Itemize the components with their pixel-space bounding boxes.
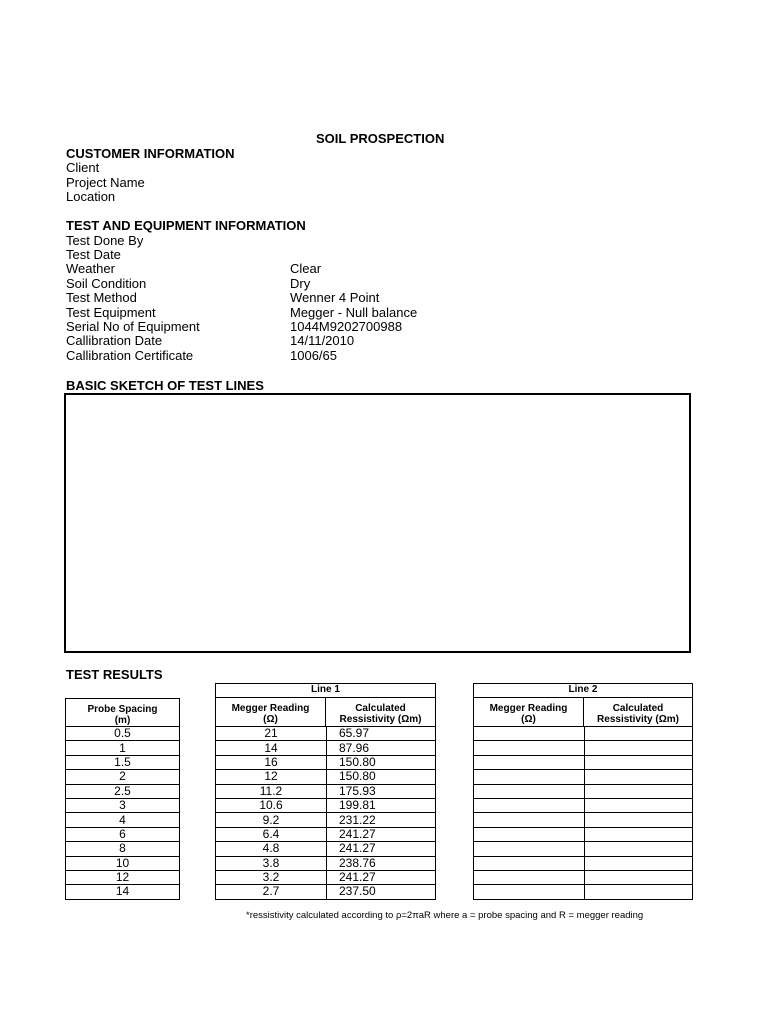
megger-reading-cell bbox=[474, 784, 585, 798]
resistivity-cell: 150.80 bbox=[327, 755, 436, 769]
table-row bbox=[474, 870, 693, 884]
table-row bbox=[216, 755, 436, 769]
resistivity-cell bbox=[585, 856, 693, 870]
table-row bbox=[474, 842, 693, 856]
field-label: Weather bbox=[66, 261, 115, 276]
line1-resistivity-header bbox=[325, 697, 436, 727]
table-row bbox=[216, 798, 436, 812]
table-row bbox=[474, 827, 693, 841]
field-label: Test Date bbox=[66, 247, 121, 262]
probe-spacing-cell: 0.5 bbox=[66, 727, 180, 741]
table-row bbox=[66, 813, 180, 827]
table-row bbox=[66, 842, 180, 856]
megger-reading-cell: 11.2 bbox=[216, 784, 327, 798]
field-value: Wenner 4 Point bbox=[290, 290, 380, 305]
resistivity-cell: 241.27 bbox=[327, 842, 436, 856]
resistivity-cell: 65.97 bbox=[327, 727, 436, 741]
megger-reading-cell: 3.2 bbox=[216, 870, 327, 884]
table-row bbox=[66, 798, 180, 812]
table-row bbox=[216, 842, 436, 856]
resistivity-cell: 87.96 bbox=[327, 741, 436, 755]
table-row bbox=[66, 885, 180, 899]
table-row bbox=[66, 741, 180, 755]
table-row bbox=[66, 770, 180, 784]
megger-reading-cell bbox=[474, 798, 585, 812]
line1-megger-header bbox=[215, 697, 326, 727]
field-value: Dry bbox=[290, 276, 311, 291]
probe-spacing-cell: 2 bbox=[66, 770, 180, 784]
resistivity-header-line2: Ressistivity (Ωm) bbox=[597, 714, 679, 725]
megger-reading-cell: 2.7 bbox=[216, 885, 327, 899]
table-row bbox=[66, 784, 180, 798]
probe-spacing-cell: 1 bbox=[66, 741, 180, 755]
megger-reading-cell: 21 bbox=[216, 727, 327, 741]
resistivity-header-line1: Calculated bbox=[355, 703, 406, 714]
location-label: Location bbox=[66, 189, 116, 204]
field-value: 14/11/2010 bbox=[290, 333, 355, 348]
table-row bbox=[66, 727, 180, 741]
megger-reading-cell bbox=[474, 727, 585, 741]
megger-reading-cell: 9.2 bbox=[216, 813, 327, 827]
table-row bbox=[474, 813, 693, 827]
megger-reading-cell: 16 bbox=[216, 755, 327, 769]
megger-reading-cell bbox=[474, 870, 585, 884]
table-row bbox=[474, 770, 693, 784]
megger-reading-cell bbox=[474, 813, 585, 827]
resistivity-cell: 238.76 bbox=[327, 856, 436, 870]
table-row bbox=[66, 870, 180, 884]
probe-spacing-cell: 6 bbox=[66, 827, 180, 841]
table-row bbox=[474, 741, 693, 755]
table-row bbox=[66, 856, 180, 870]
megger-reading-cell: 14 bbox=[216, 741, 327, 755]
table-row bbox=[216, 741, 436, 755]
table-row bbox=[474, 856, 693, 870]
field-label: Test Method bbox=[66, 290, 137, 305]
probe-spacing-cell: 2.5 bbox=[66, 784, 180, 798]
test-equipment-heading: TEST AND EQUIPMENT INFORMATION bbox=[66, 218, 306, 233]
resistivity-cell: 241.27 bbox=[327, 827, 436, 841]
field-value: Megger - Null balance bbox=[290, 305, 418, 320]
resistivity-cell bbox=[585, 827, 693, 841]
probe-spacing-cell: 8 bbox=[66, 842, 180, 856]
field-value: 1006/65 bbox=[290, 348, 337, 363]
table-row bbox=[216, 856, 436, 870]
field-label: Test Equipment bbox=[66, 305, 156, 320]
megger-reading-cell bbox=[474, 842, 585, 856]
resistivity-cell bbox=[585, 755, 693, 769]
megger-reading-cell: 4.8 bbox=[216, 842, 327, 856]
table-row bbox=[216, 827, 436, 841]
sketch-heading: BASIC SKETCH OF TEST LINES bbox=[66, 378, 264, 393]
field-value: Clear bbox=[290, 261, 322, 276]
megger-reading-cell bbox=[474, 741, 585, 755]
table-row bbox=[216, 885, 436, 899]
table-row bbox=[474, 755, 693, 769]
field-value: 1044M9202700988 bbox=[290, 319, 403, 334]
line1-title: Line 1 bbox=[215, 683, 436, 698]
resistivity-cell bbox=[585, 741, 693, 755]
resistivity-cell bbox=[585, 784, 693, 798]
resistivity-footnote: *ressistivity calculated according to ρ=2πaR where a = probe spacing and R = megger reading bbox=[246, 910, 644, 921]
resistivity-cell bbox=[585, 813, 693, 827]
megger-reading-cell bbox=[474, 827, 585, 841]
table-row bbox=[216, 770, 436, 784]
megger-reading-cell bbox=[474, 856, 585, 870]
probe-spacing-header-line2: (m) bbox=[114, 715, 131, 726]
table-row bbox=[66, 755, 180, 769]
probe-spacing-header-line1: Probe Spacing bbox=[87, 704, 158, 715]
test-results-heading: TEST RESULTS bbox=[66, 667, 163, 682]
field-label: Serial No of Equipment bbox=[66, 319, 200, 334]
customer-info-heading: CUSTOMER INFORMATION bbox=[66, 146, 235, 161]
line2-megger-header bbox=[473, 697, 584, 727]
table-row bbox=[216, 813, 436, 827]
resistivity-cell bbox=[585, 842, 693, 856]
megger-reading-cell bbox=[474, 755, 585, 769]
resistivity-header-line2: Ressistivity (Ωm) bbox=[339, 714, 422, 725]
probe-spacing-table bbox=[65, 726, 180, 900]
line1-table bbox=[215, 726, 436, 900]
resistivity-cell bbox=[585, 798, 693, 812]
table-row bbox=[216, 784, 436, 798]
document-title: SOIL PROSPECTION bbox=[316, 131, 445, 146]
resistivity-cell bbox=[585, 885, 693, 899]
field-label: Soil Condition bbox=[66, 276, 147, 291]
probe-spacing-cell: 1.5 bbox=[66, 755, 180, 769]
sketch-box bbox=[64, 393, 691, 653]
resistivity-cell bbox=[585, 870, 693, 884]
field-label: Callibration Certificate bbox=[66, 348, 194, 363]
field-label: Test Done By bbox=[66, 233, 144, 248]
probe-spacing-cell: 12 bbox=[66, 870, 180, 884]
megger-header-line1: Megger Reading bbox=[489, 703, 568, 714]
line2-table bbox=[473, 726, 693, 900]
project-name-label: Project Name bbox=[66, 175, 145, 190]
resistivity-cell: 231.22 bbox=[327, 813, 436, 827]
megger-header-line1: Megger Reading bbox=[231, 703, 310, 714]
resistivity-cell: 150.80 bbox=[327, 770, 436, 784]
table-row bbox=[474, 798, 693, 812]
field-label: Callibration Date bbox=[66, 333, 163, 348]
megger-reading-cell: 10.6 bbox=[216, 798, 327, 812]
probe-spacing-cell: 3 bbox=[66, 798, 180, 812]
resistivity-cell: 237.50 bbox=[327, 885, 436, 899]
table-row bbox=[474, 784, 693, 798]
megger-reading-cell bbox=[474, 770, 585, 784]
megger-reading-cell: 3.8 bbox=[216, 856, 327, 870]
line2-title: Line 2 bbox=[473, 683, 693, 698]
megger-reading-cell bbox=[474, 885, 585, 899]
megger-header-line2: (Ω) bbox=[263, 714, 278, 725]
client-label: Client bbox=[66, 160, 100, 175]
megger-header-line2: (Ω) bbox=[521, 714, 536, 725]
probe-spacing-header bbox=[65, 698, 180, 727]
probe-spacing-cell: 10 bbox=[66, 856, 180, 870]
resistivity-header-line1: Calculated bbox=[612, 703, 664, 714]
resistivity-cell bbox=[585, 770, 693, 784]
resistivity-cell: 241.27 bbox=[327, 870, 436, 884]
probe-spacing-cell: 14 bbox=[66, 885, 180, 899]
probe-spacing-cell: 4 bbox=[66, 813, 180, 827]
table-row bbox=[66, 827, 180, 841]
resistivity-cell: 199.81 bbox=[327, 798, 436, 812]
line2-resistivity-header bbox=[583, 697, 693, 727]
table-row bbox=[474, 727, 693, 741]
table-row bbox=[216, 727, 436, 741]
megger-reading-cell: 6.4 bbox=[216, 827, 327, 841]
resistivity-cell bbox=[585, 727, 693, 741]
resistivity-cell: 175.93 bbox=[327, 784, 436, 798]
table-row bbox=[216, 870, 436, 884]
table-row bbox=[474, 885, 693, 899]
megger-reading-cell: 12 bbox=[216, 770, 327, 784]
